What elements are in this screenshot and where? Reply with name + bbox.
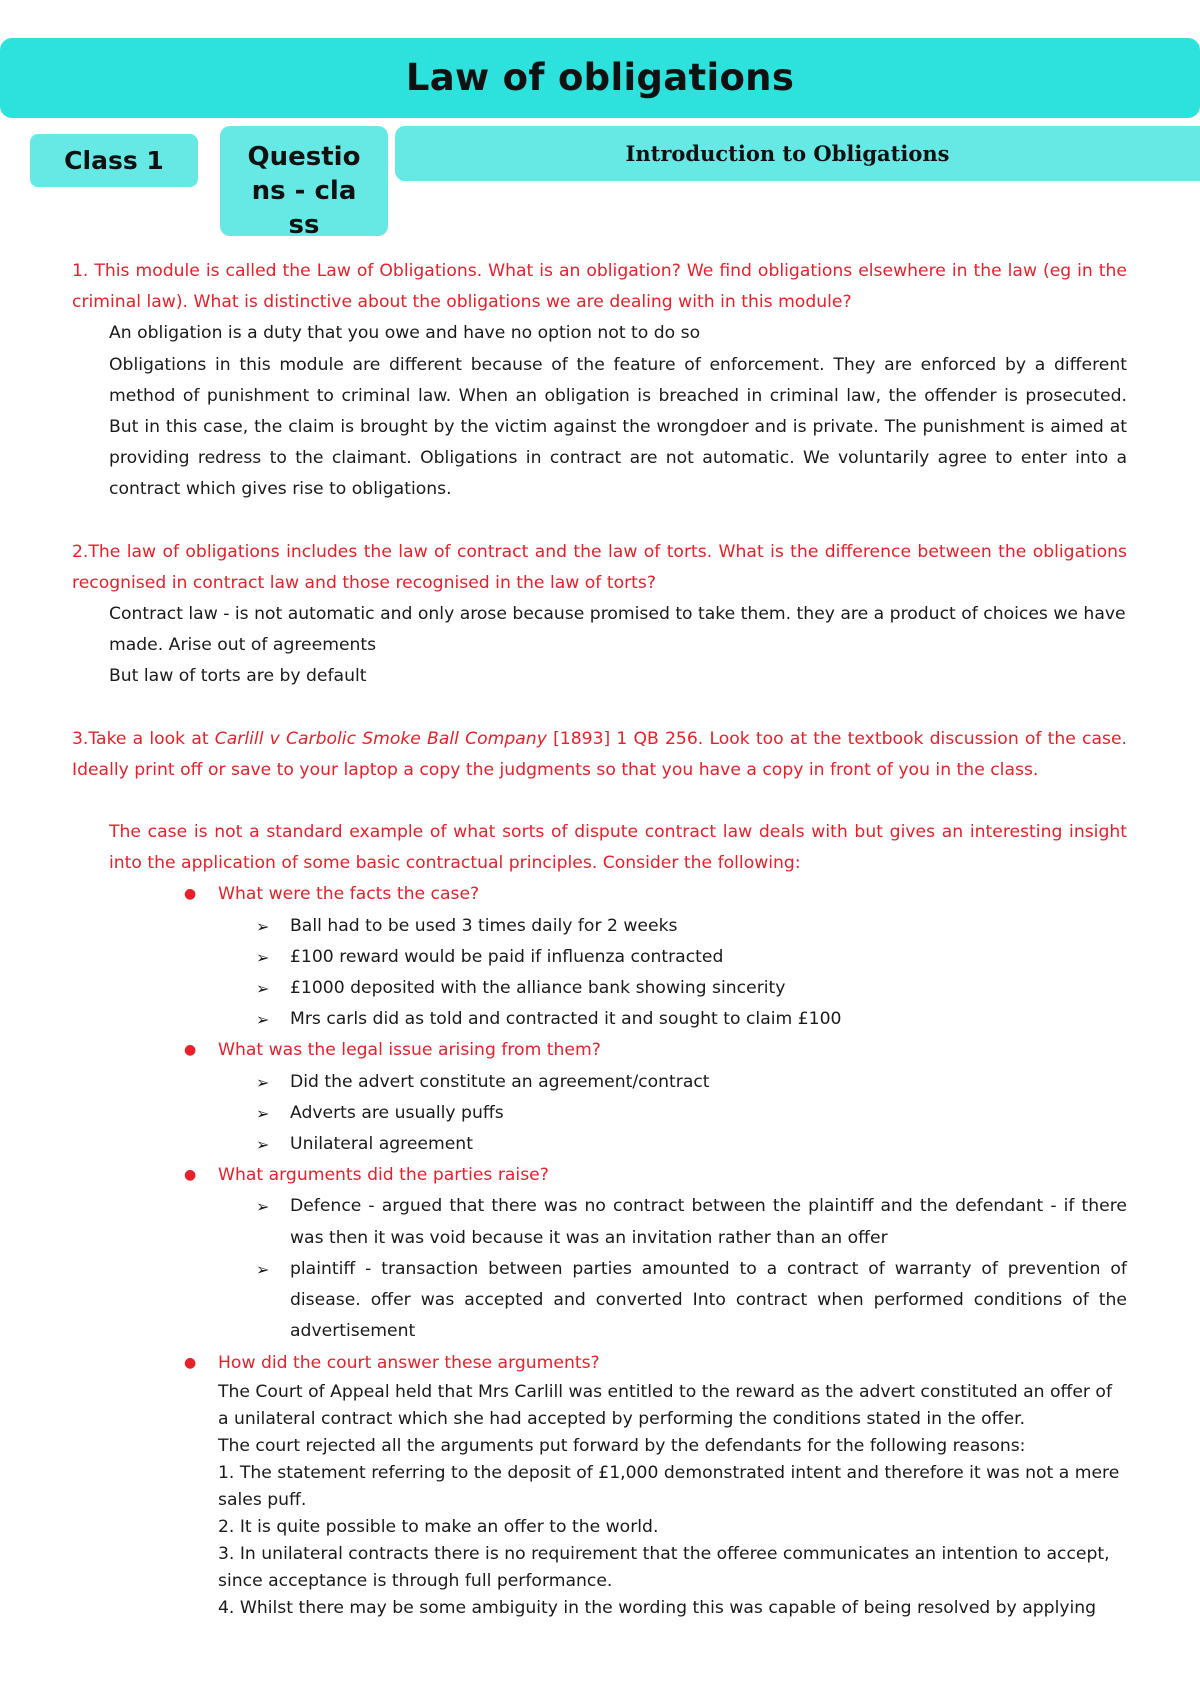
list-item: ➢ Unilateral agreement: [72, 1129, 1127, 1160]
questions-label: Questions - class: [220, 126, 388, 236]
topic-title: Introduction to Obligations: [625, 141, 950, 166]
court-reason: 3. In unilateral contracts there is no requirement that the offeree communicates an intention to accept, since acceptance is through full performance.: [218, 1543, 1110, 1591]
list-item: ➢ Mrs carls did as told and contracted it and sought to claim £100: [72, 1004, 1127, 1035]
case-citation: Carlill v Carbolic Smoke Ball Company: [214, 728, 547, 749]
answer-1-b: Obligations in this module are different because of the feature of enforcement. They are enforced by a different method of punishment to criminal law. When an obligation is breached in criminal law, the offender is prosecuted. But in this case, the claim is brought by the victim against the wrongdoer and is private. The punishment is aimed at providing redress to the claimant. Obligations in contract are not automatic. We voluntarily agree to enter into a contract which gives rise to obligations.: [109, 354, 1127, 500]
question-3: 3.Take a look at Carlill v Carbolic Smoke Ball Company [1893] 1 QB 256. Look too at the textbook discussion of the case. Ideally print off or save to your laptop a copy the judgments so that you have a copy in front of you in the class.: [72, 728, 1127, 780]
court-paragraph: The court rejected all the arguments put forward by the defendants for the following reasons:: [218, 1435, 1026, 1456]
arrow-bullet-icon: ➢: [256, 947, 270, 967]
arrow-bullet-icon: ➢: [256, 1259, 270, 1279]
bullet-legal-issue: ● What was the legal issue arising from them?: [72, 1035, 1127, 1066]
document-body: [72, 256, 1127, 1622]
page-title: Law of obligations: [405, 56, 795, 99]
court-reason: 4. Whilst there may be some ambiguity in the wording this was capable of being resolved by applying: [218, 1597, 1097, 1618]
list-item: ➢ Did the advert constitute an agreement/contract: [72, 1067, 1127, 1098]
list-item: ➢ plaintiff - transaction between parties amounted to a contract of warranty of prevention of disease. offer was accepted and converted Into contract when performed conditions of the advertisement: [72, 1254, 1127, 1348]
class-label: Class 1: [30, 134, 198, 187]
question-2: 2.The law of obligations includes the law of contract and the law of torts. What is the difference between the obligations recognised in contract law and those recognised in the law of torts?: [72, 541, 1127, 593]
court-paragraph: The Court of Appeal held that Mrs Carlill was entitled to the reward as the advert constituted an offer of a unilateral contract which she had accepted by performing the conditions stated in the offer.: [218, 1381, 1112, 1429]
bullet-facts: ● What were the facts the case?: [72, 879, 1127, 910]
arrow-bullet-icon: ➢: [256, 916, 270, 936]
arrow-bullet-icon: ➢: [256, 1197, 270, 1217]
bullet-arguments: ● What arguments did the parties raise?: [72, 1160, 1127, 1191]
bullet-court: ● How did the court answer these arguments?: [72, 1348, 1127, 1379]
bullet-icon: ●: [184, 1042, 197, 1059]
bullet-icon: ●: [184, 1167, 197, 1184]
court-reason: 2. It is quite possible to make an offer to the world.: [218, 1516, 659, 1537]
list-item: ➢ £100 reward would be paid if influenza contracted: [72, 942, 1127, 973]
arrow-bullet-icon: ➢: [256, 979, 270, 999]
bullet-icon: ●: [184, 1354, 197, 1371]
question-1: 1. This module is called the Law of Obligations. What is an obligation? We find obligations elsewhere in the law (eg in the criminal law). What is distinctive about the obligations we are dealing with in this module?: [72, 261, 1127, 313]
list-item: ➢ Defence - argued that there was no contract between the plaintiff and the defendant - if there was then it was void because it was an invitation rather than an offer: [72, 1191, 1127, 1253]
answer-1-a: An obligation is a duty that you owe and have no option not to do so: [109, 323, 701, 344]
court-answer: [72, 1379, 1127, 1622]
court-reason: 1. The statement referring to the deposit of £1,000 demonstrated intent and therefore it was not a mere sales puff.: [218, 1462, 1120, 1510]
arrow-bullet-icon: ➢: [256, 1072, 270, 1092]
answer-2-b: But law of torts are by default: [109, 666, 367, 687]
arrow-bullet-icon: ➢: [256, 1010, 270, 1030]
bullet-icon: ●: [184, 886, 197, 903]
arrow-bullet-icon: ➢: [256, 1135, 270, 1155]
list-item: ➢ Adverts are usually puffs: [72, 1098, 1127, 1129]
arrow-bullet-icon: ➢: [256, 1103, 270, 1123]
question-3-intro: The case is not a standard example of what sorts of dispute contract law deals with but gives an interesting insight into the application of some basic contractual principles. Consider the following:: [109, 822, 1127, 874]
list-item: ➢ £1000 deposited with the alliance bank showing sincerity: [72, 973, 1127, 1004]
list-item: ➢ Ball had to be used 3 times daily for 2 weeks: [72, 911, 1127, 942]
answer-2-a: Contract law - is not automatic and only arose because promised to take them. they are a product of choices we have made. Arise out of agreements: [109, 604, 1126, 656]
